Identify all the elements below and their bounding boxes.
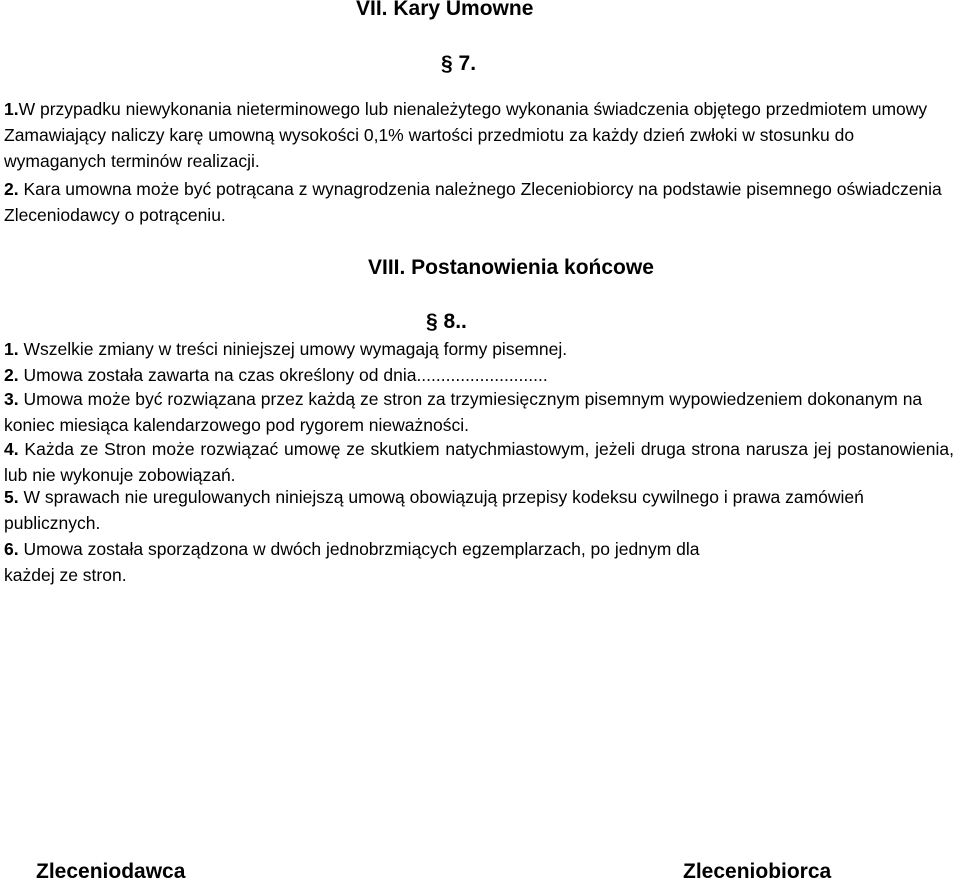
- section-8-item-2: [4, 362, 954, 388]
- item-text: W przypadku niewykonania nieterminowego lub nienależytego wykonania świadczenia objętego przedmiotem umowy Zamawiający naliczy karę umowną wysokości 0,1% wartości przedmiotu za każdy dzień zwłoki w stosunku do wymaganych terminów realizacji.: [4, 99, 928, 171]
- item-text: W sprawach nie uregulowanych niniejszą umową obowiązują przepisy kodeksu cywilnego i prawa zamówień publicznych.: [4, 487, 864, 533]
- section-8-item-5: [4, 484, 914, 536]
- item-number: 2.: [4, 365, 19, 385]
- paragraph-mark-7: § 7.: [441, 52, 477, 75]
- item-number: 2.: [4, 179, 19, 199]
- section-8-heading: VIII. Postanowienia końcowe: [368, 256, 654, 279]
- section-8-item-3: [4, 386, 954, 438]
- section-7-heading: VII. Kary Umowne: [356, 0, 534, 20]
- section-8-item-4: [4, 436, 954, 488]
- item-text: Wszelkie zmiany w treści niniejszej umowy wymagają formy pisemnej.: [18, 339, 568, 359]
- item-text: Kara umowna może być potrącana z wynagrodzenia należnego Zleceniobiorcy na podstawie pisemnego oświadczenia Zleceniodawcy o potrąceniu.: [4, 179, 942, 225]
- item-number: 4.: [4, 439, 19, 459]
- item-number: 1.: [4, 99, 19, 119]
- item-text: Umowa została zawarta na czas określony od dnia...........................: [18, 365, 548, 385]
- item-text: Umowa została sporządzona w dwóch jednobrzmiących egzemplarzach, po jednym dla każdej ze stron.: [4, 539, 700, 585]
- item-number: 6.: [4, 539, 19, 559]
- paragraph-mark-8: § 8..: [426, 310, 467, 333]
- section-7-item-2: [4, 176, 954, 228]
- item-number: 3.: [4, 389, 19, 409]
- signature-label-right: Zleceniobiorca: [683, 860, 832, 883]
- item-text: Każda ze Stron może rozwiązać umowę ze skutkiem natychmiastowym, jeżeli druga strona narusza jej postanowienia, lub nie wykonuje zobowiązań.: [4, 439, 954, 485]
- signature-label-left: Zleceniodawca: [36, 860, 186, 883]
- item-number: 1.: [4, 339, 19, 359]
- item-number: 5.: [4, 487, 19, 507]
- item-text: Umowa może być rozwiązana przez każdą ze stron za trzymiesięcznym pisemnym wypowiedzeniem dokonanym na koniec miesiąca kalendarzowego pod rygorem nieważności.: [4, 389, 923, 435]
- section-8-item-1: [4, 336, 954, 362]
- section-8-item-6: [4, 536, 744, 588]
- section-7-item-1: [4, 96, 954, 174]
